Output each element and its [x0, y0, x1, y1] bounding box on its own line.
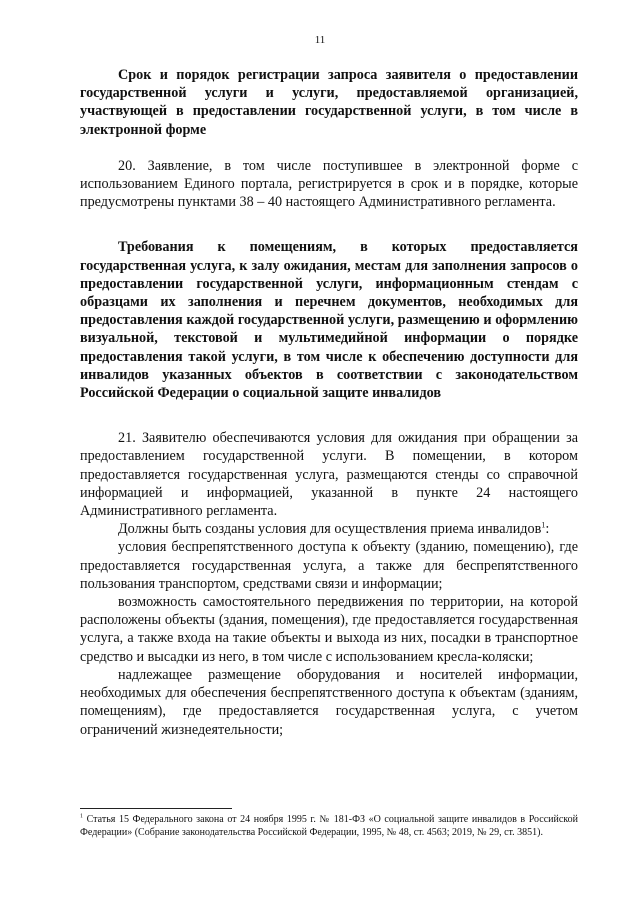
- footnote-divider: [80, 808, 232, 809]
- footnote: [80, 813, 578, 839]
- list-item-access: условия беспрепятственного доступа к объекту (зданию, помещению), где предоставляется государственная услуга, а также для беспрепятственного пользования транспортом, средствами связи и информации;: [80, 539, 578, 592]
- page-content: [80, 66, 578, 739]
- list-item-movement: возможность самостоятельного передвижения по территории, на которой расположены объекты (здания, помещения), где предоставляется государственная услуга, а также входа на такие объекты и выхода из них, посадки в транспортное средство и высадки из него, в том числе с использованием кресла-коляски;: [80, 594, 578, 665]
- paragraph-20: 20. Заявление, в том числе поступившее в электронной форме с использованием Единого портала, регистрируется в срок и в порядке, которые предусмотрены пунктами 38 – 40 настоящего Административного регламента.: [80, 157, 578, 211]
- list-item-equipment: надлежащее размещение оборудования и носителей информации, необходимых для обеспечения беспрепятственного доступа к объектам (зданиям, помещениям), где предоставляется государственная услуга, с учетом ограничений жизнедеятельности;: [80, 666, 578, 738]
- page-number: 11: [314, 34, 326, 46]
- invalid-conditions-text: Должны быть созданы условия для осуществления приема инвалидов: [118, 521, 542, 538]
- invalid-conditions-colon: :: [545, 521, 550, 538]
- footnote-number: 1: [80, 813, 83, 820]
- paragraph-21: 21. Заявителю обеспечиваются условия для ожидания при обращении за предоставлением государственной услуги. В помещении, в котором предоставляется государственная услуга, размещаются стенды со справочной информацией и информацией, указанной в пункте 24 настоящего Административного регламента.: [80, 430, 578, 520]
- section-heading-premises: Требования к помещениям, в которых предоставляется государственная услуга, к залу ожидания, местам для заполнения запросов о предоставлении государственной услуги, информационным стендам с образцами их заполнения и перечнем документов, необходимых для предоставления каждой государственной услуги, размещению и оформлению визуальной, текстовой и мультимедийной информации о порядке предоставления такой услуги, в том числе к обеспечению доступности для инвалидов указанных объектов в соответствии с законодательством Российской Федерации о социальной защите инвалидов: [80, 239, 578, 402]
- section-heading-registration: Срок и порядок регистрации запроса заявителя о предоставлении государственной услуги и услуги, предоставляемой организацией, участвующей в предоставлении государственной услуги, в том числе в электронной форме: [80, 67, 578, 138]
- footnote-text: Статья 15 Федерального закона от 24 ноября 1995 г. № 181-ФЗ «О социальной защите инвалидов в Российской Федерации» (Собрание законодательства Российской Федерации, 1995, № 48, ст. 4563; 2019, № 29, ст. 3851).: [80, 814, 579, 838]
- footnote-reference: 1: [541, 520, 546, 530]
- paragraph-invalid-conditions: [80, 520, 578, 538]
